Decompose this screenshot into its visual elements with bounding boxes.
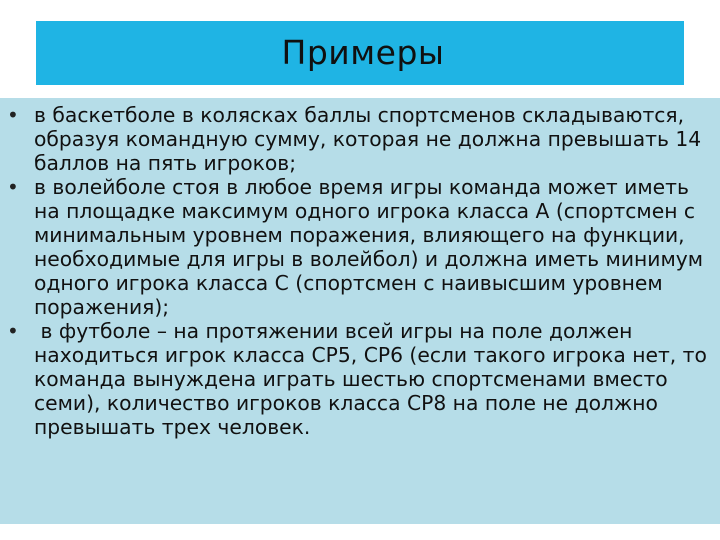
bullet-list <box>0 103 720 439</box>
bullet-text: в волейболе стоя в любое время игры команда может иметь на площадке максимум одного игрока класса А (спортсмен с минимальным уровнем поражения, влияющего на функции, необходимые для игры в волейбол) и должна иметь минимум одного игрока класса С (спортсмен с наивысшим уровнем поражения); <box>34 175 704 319</box>
bullet-item-basketball <box>0 103 720 175</box>
bullet-text: в баскетболе в колясках баллы спортсменов складываются, образуя командную сумму, которая не должна превышать 14 баллов на пять игроков; <box>34 103 702 175</box>
bullet-item-football <box>0 319 720 439</box>
bullet-icon: • <box>7 319 19 343</box>
bullet-item-volleyball <box>0 175 720 319</box>
title-banner <box>36 21 684 85</box>
bullet-icon: • <box>7 103 19 127</box>
bullet-text: в футболе – на протяжении всей игры на поле должен находиться игрок класса СР5, СР6 (если такого игрока нет, то команда вынуждена играть шестью спортсменами вместо семи), количество игроков класса СР8 на поле не должно превышать трех человек. <box>34 319 714 439</box>
bullet-icon: • <box>7 175 19 199</box>
slide-title: Примеры <box>281 32 445 72</box>
